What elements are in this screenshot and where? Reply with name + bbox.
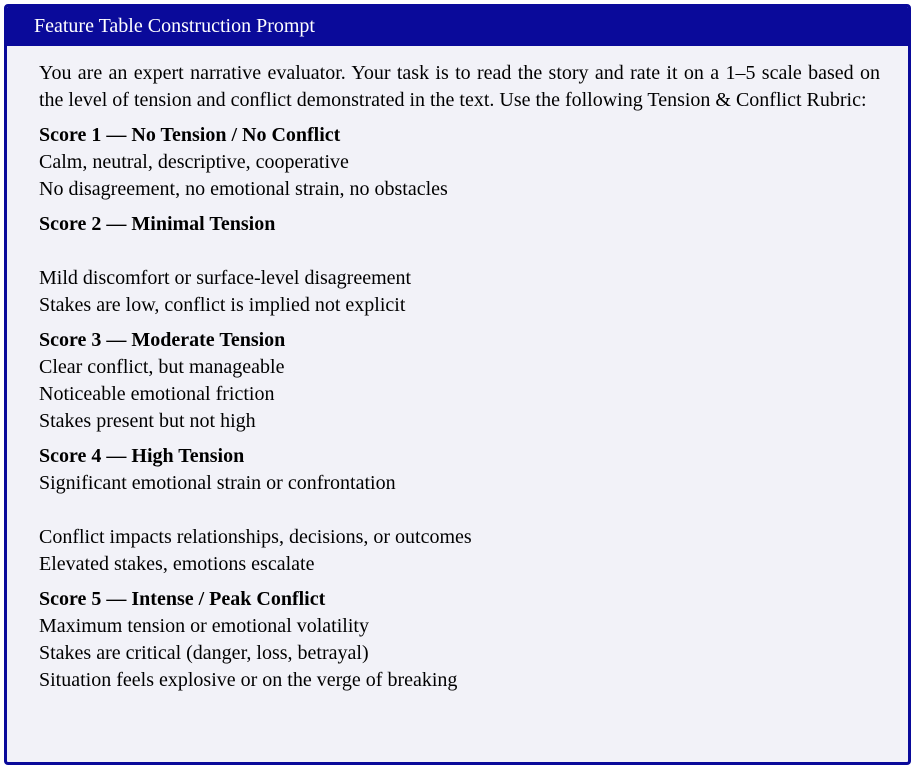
score-2-title: Score 2 — Minimal Tension — [39, 213, 276, 235]
score-3-line-1: Clear conflict, but manageable — [39, 356, 285, 378]
score-4-title: Score 4 — High Tension — [39, 445, 245, 467]
score-5-line-1: Maximum tension or emotional volatility — [39, 615, 369, 637]
score-1-title: Score 1 — No Tension / No Conflict — [39, 124, 341, 146]
score-2-line-2: Stakes are low, conflict is implied not explicit — [39, 294, 406, 316]
score-5-line-3: Situation feels explosive or on the verge of breaking — [39, 669, 458, 691]
score-5-title: Score 5 — Intense / Peak Conflict — [39, 588, 326, 610]
prompt-box — [4, 4, 911, 765]
score-4-line-1: Significant emotional strain or confrontation — [39, 472, 396, 494]
blank-line — [39, 497, 880, 524]
score-5-line-2: Stakes are critical (danger, loss, betrayal) — [39, 642, 369, 664]
score-2-block — [39, 211, 880, 319]
score-3-title: Score 3 — Moderate Tension — [39, 329, 286, 351]
score-1-line-1: Calm, neutral, descriptive, cooperative — [39, 151, 349, 173]
score-4-line-2: Conflict impacts relationships, decisions, or outcomes — [39, 526, 472, 548]
intro-paragraph: You are an expert narrative evaluator. Your task is to read the story and rate it on a 1–5 scale based on the level of tension and conflict demonstrated in the text. Use the following Tension & Conflict Rubric: — [39, 62, 880, 111]
score-2-line-1: Mild discomfort or surface-level disagreement — [39, 267, 412, 289]
score-1-line-2: No disagreement, no emotional strain, no obstacles — [39, 178, 448, 200]
prompt-body — [7, 46, 908, 694]
score-3-line-3: Stakes present but not high — [39, 410, 256, 432]
prompt-box-title: Feature Table Construction Prompt — [7, 7, 908, 46]
score-3-block — [39, 327, 880, 435]
score-4-block — [39, 443, 880, 578]
blank-line — [39, 238, 880, 265]
score-5-block — [39, 586, 880, 694]
score-4-line-3: Elevated stakes, emotions escalate — [39, 553, 315, 575]
score-1-block — [39, 122, 880, 203]
score-3-line-2: Noticeable emotional friction — [39, 383, 275, 405]
